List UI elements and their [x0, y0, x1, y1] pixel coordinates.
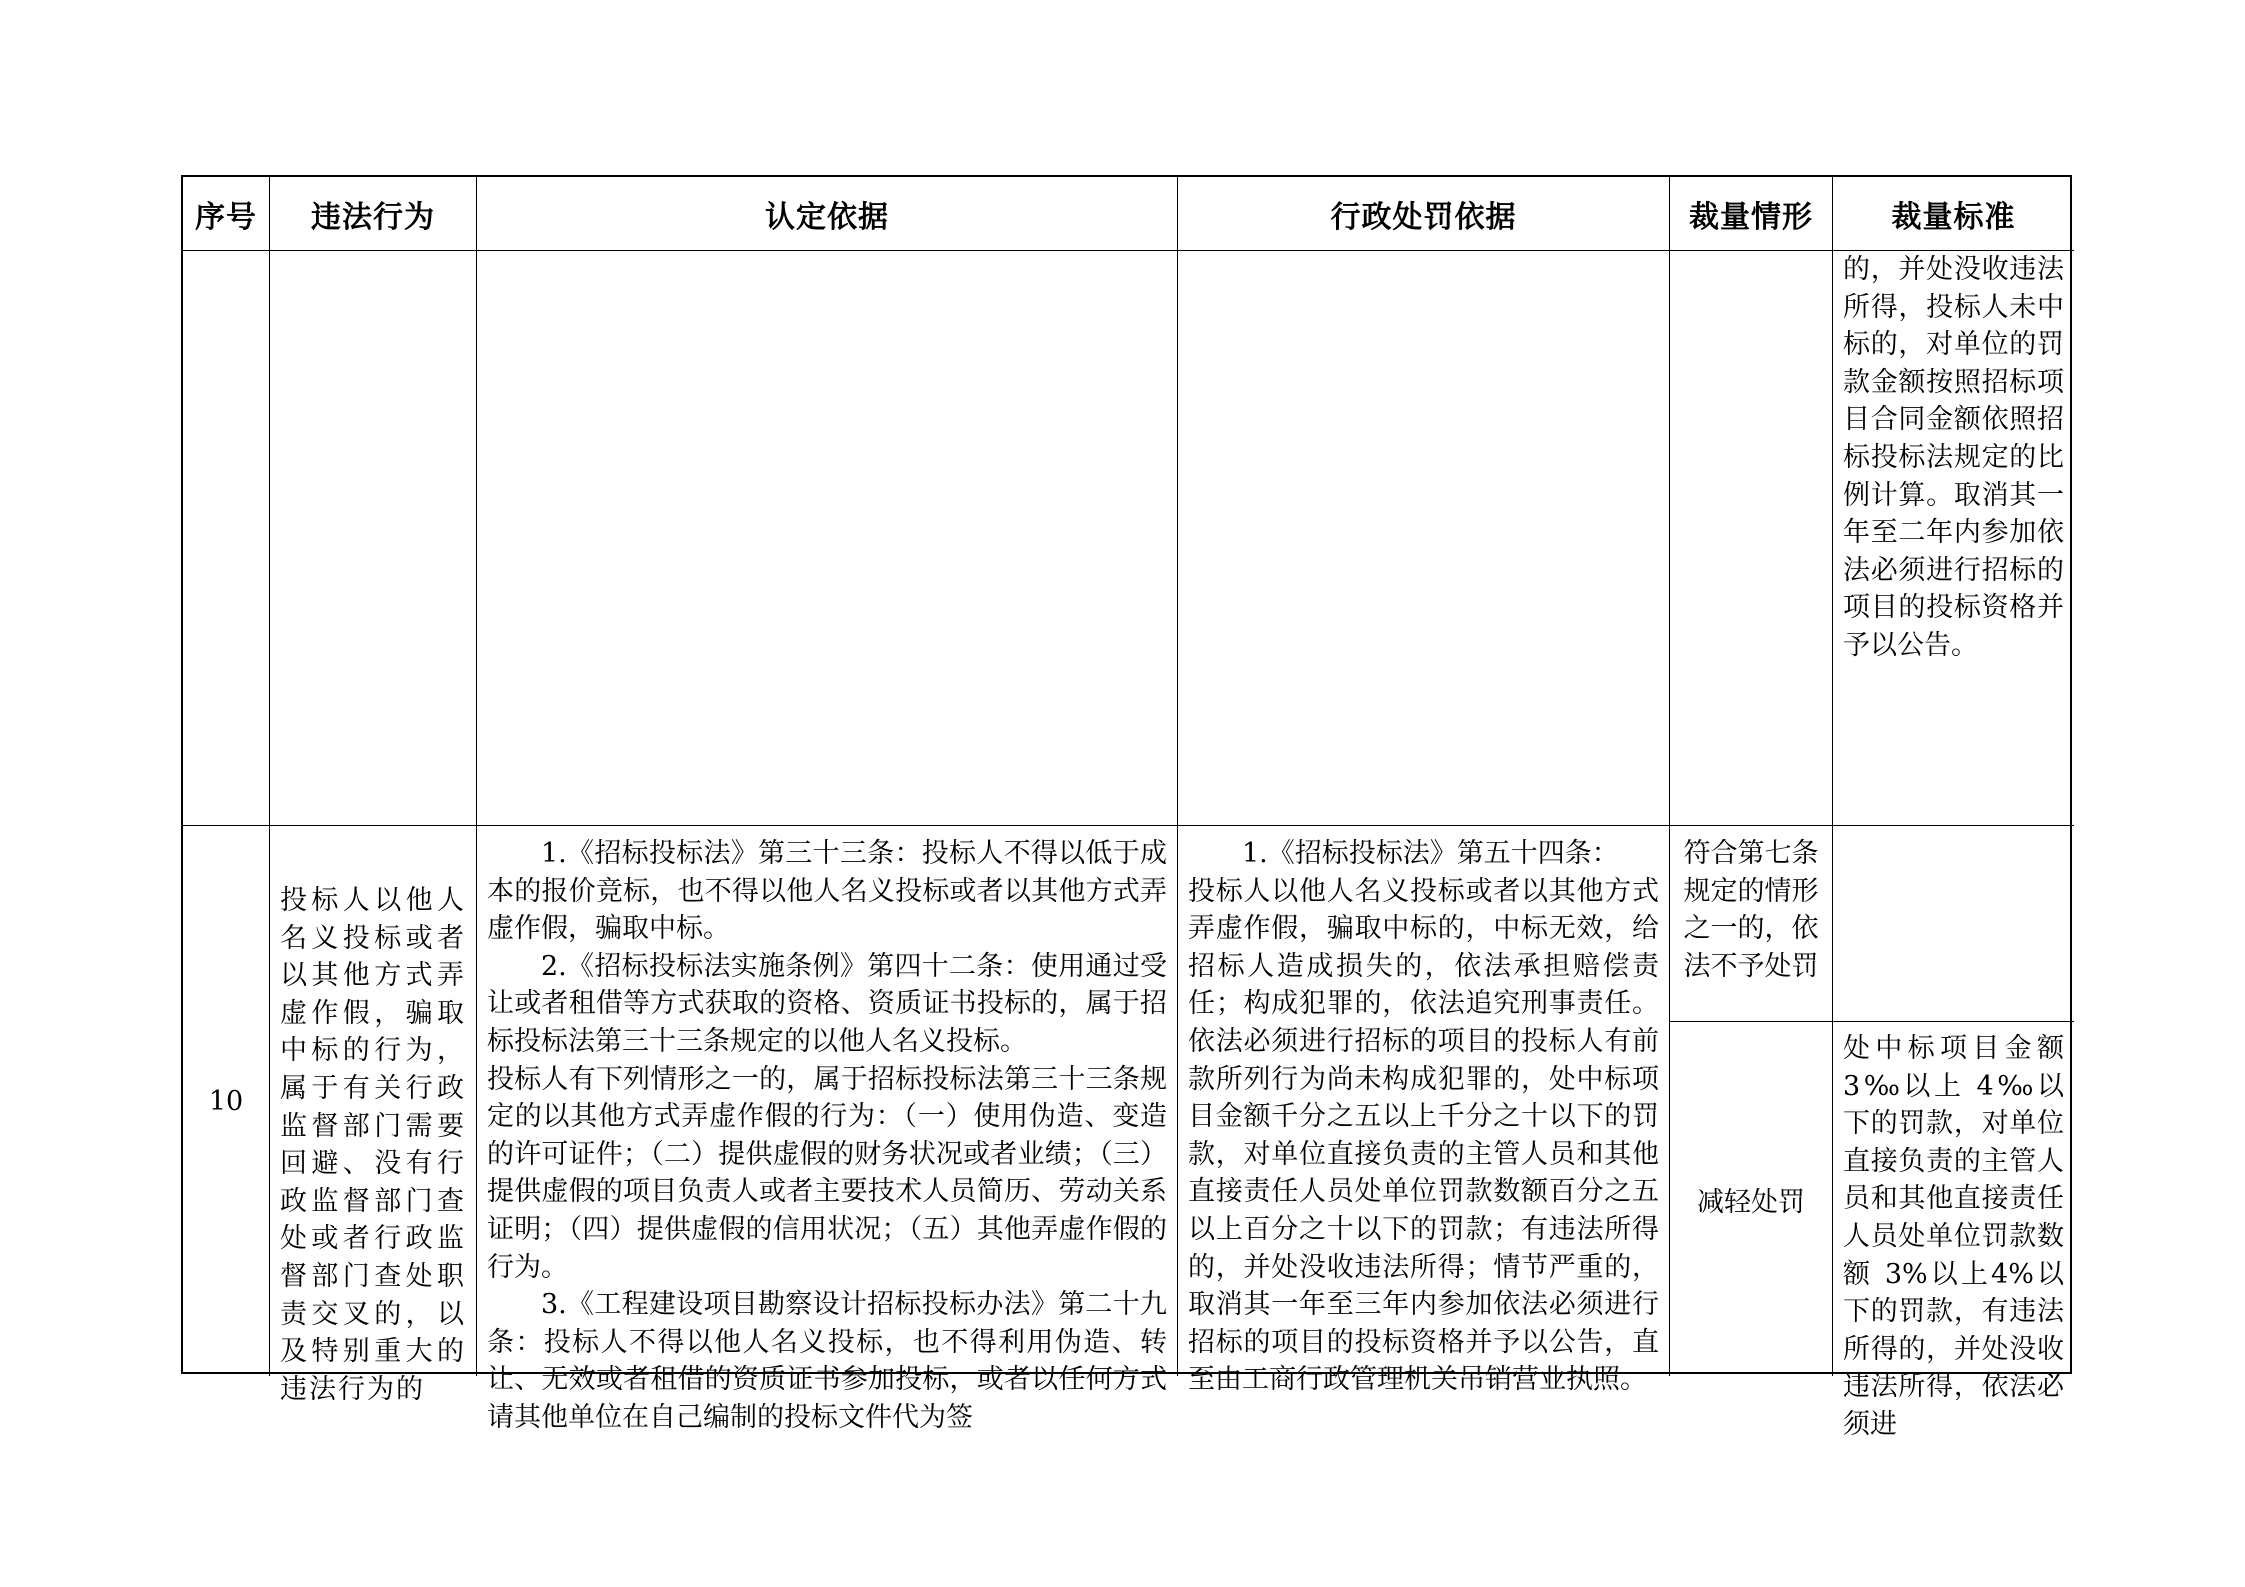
continuation-seq-cell: [183, 251, 270, 826]
row-10-seq: 10: [183, 826, 270, 1376]
continuation-case-cell: [1670, 251, 1833, 826]
row-10-penalty-basis: [1178, 826, 1670, 1396]
continuation-basis-cell: [477, 251, 1178, 826]
row-10-standard-mitigated: 处中标项目金额3‰以上 4‰以下的罚款，对单位直接负责的主管人员和其他直接责任人员处单位罚款数额 3%以上4%以下的罚款，有违法所得的，并处没收违法所得，依法必须进: [1843, 1033, 2064, 1440]
row-10-determination-basis: [477, 826, 1178, 1433]
penalty-paragraph: 1.《招标投标法》第五十四条：: [1242, 838, 1619, 869]
penalty-paragraph: 投标人以他人名义投标或者以其他方式弄虚作假，骗取中标的，中标无效，给招标人造成损失的，依法承担赔偿责任；构成犯罪的，依法追究刑事责任。依法必须进行招标的项目的投标人有前款所列行为尚未构成犯罪的，处中标项目金额千分之五以上千分之十以下的罚款，对单位直接负责的主管人员和其他直接责任人员处单位罚款数额百分之五以上百分之十以下的罚款；有违法所得的，并处没收违法所得；情节严重的，取消其一年至三年内参加依法必须进行招标的项目的投标资格并予以公告，直至由工商行政管理机关吊销营业执照。: [1188, 875, 1659, 1396]
header-seq: 序号: [183, 177, 270, 251]
continuation-penalty-cell: [1178, 251, 1670, 826]
row-10-case-mitigated: 减轻处罚: [1670, 1022, 1833, 1376]
header-discretion-standard: 裁量标准: [1833, 177, 2074, 251]
continuation-violation-cell: [270, 251, 477, 826]
discretion-standard-table: [181, 175, 2072, 1440]
basis-paragraph: 2.《招标投标法实施条例》第四十二条：使用通过受让或者租借等方式获取的资格、资质证书投标的，属于招标投标法第三十三条规定的以他人名义投标。: [487, 950, 1167, 1057]
basis-paragraph: 投标人有下列情形之一的，属于招标投标法第三十三条规定的以其他方式弄虚作假的行为：（一）使用伪造、变造的许可证件；（二）提供虚假的财务状况或者业绩；（三）提供虚假的项目负责人或者主要技术人员简历、劳动关系证明；（四）提供虚假的信用状况；（五）其他弄虚作假的行为。: [487, 1063, 1167, 1283]
basis-paragraph: 1.《招标投标法》第三十三条：投标人不得以低于成本的报价竞标，也不得以他人名义投标或者以其他方式弄虚作假，骗取中标。: [487, 838, 1167, 945]
header-determination-basis: 认定依据: [477, 177, 1178, 251]
basis-paragraph: 3.《工程建设项目勘察设计招标投标办法》第二十九条：投标人不得以他人名义投标，也不得利用伪造、转让、无效或者租借的资质证书参加投标，或者以任何方式请其他单位在自己编制的投标文件代为签: [487, 1289, 1167, 1433]
header-penalty-basis: 行政处罚依据: [1178, 177, 1670, 251]
header-violation: 违法行为: [270, 177, 477, 251]
row-10-violation: 投标人以他人名义投标或者以其他方式弄虚作假，骗取中标的行为，属于有关行政监督部门需要回避、没有行政监督部门查处或者行政监督部门查处职责交叉的，以及特别重大的违法行为的: [270, 826, 477, 1376]
row-10-standard-no-penalty: [1833, 826, 2074, 1022]
header-discretion-case: 裁量情形: [1670, 177, 1833, 251]
continuation-standard-text: 的，并处没收违法所得，投标人未中标的，对单位的罚款金额按照招标项目合同金额依照招标投标法规定的比例计算。取消其一年至二年内参加依法必须进行招标的项目的投标资格并予以公告。: [1833, 251, 2074, 826]
row-10-case-no-penalty: 符合第七条规定的情形之一的，依法不予处罚: [1670, 826, 1833, 1022]
